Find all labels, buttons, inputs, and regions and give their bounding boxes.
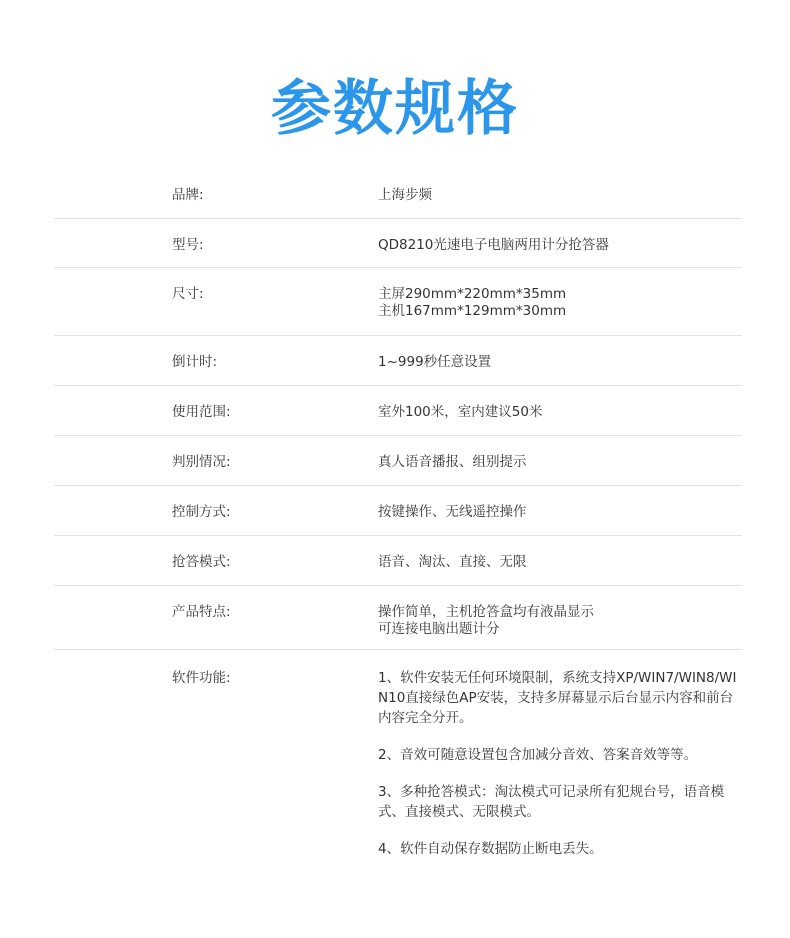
spec-row-features [54, 586, 742, 650]
spec-value-line: 语音、淘汰、直接、无限 [378, 554, 527, 570]
spec-row-model [54, 219, 742, 268]
spec-row-software [54, 650, 742, 880]
spec-label: 使用范围: [172, 404, 231, 420]
page-title: 参数规格 [271, 74, 519, 144]
spec-value-line: 主机167mm*129mm*30mm [378, 303, 567, 319]
software-feature-paragraph: 4、软件自动保存数据防止断电丢失。 [378, 841, 603, 857]
spec-value-line: 1~999秒任意设置 [378, 354, 492, 370]
spec-value [378, 286, 742, 320]
spec-value [378, 504, 742, 521]
spec-value [378, 604, 742, 638]
spec-row-mode [54, 536, 742, 586]
software-feature-paragraph: 1、软件安装无任何环境限制，系统支持XP/WIN7/WIN8/WIN10直接绿色AP安装，支持多屏幕显示后台显示内容和前台内容完全分开。 [378, 670, 737, 726]
spec-value [378, 454, 742, 471]
spec-value [378, 187, 742, 204]
spec-label: 品牌: [172, 187, 204, 203]
spec-label: 产品特点: [172, 604, 231, 620]
spec-value-line: 操作简单，主机抢答盒均有液晶显示 [378, 604, 594, 620]
spec-value [378, 354, 742, 371]
spec-value-line: 主屏290mm*220mm*35mm [378, 286, 567, 302]
spec-value [378, 237, 742, 254]
spec-value-line: 按键操作、无线遥控操作 [378, 504, 527, 520]
spec-value-line: 上海步频 [378, 187, 432, 203]
spec-value-line: 真人语音播报、组别提示 [378, 454, 527, 470]
spec-row-control [54, 486, 742, 536]
spec-label: 倒计时: [172, 354, 218, 370]
software-feature-paragraph: 2、音效可随意设置包含加减分音效、答案音效等等。 [378, 747, 698, 763]
spec-value-line: 室外100米，室内建议50米 [378, 404, 543, 420]
spec-value-line: QD8210光速电子电脑两用计分抢答器 [378, 237, 609, 253]
spec-value-line: 可连接电脑出题计分 [378, 621, 500, 637]
spec-value [378, 404, 742, 421]
spec-value [378, 554, 742, 571]
spec-row-size [54, 268, 742, 336]
spec-value [378, 668, 742, 876]
software-feature-paragraph: 3、多种抢答模式：淘汰模式可记录所有犯规台号，语音模式、直接模式、无限模式。 [378, 784, 725, 820]
spec-table [54, 168, 742, 880]
spec-row-range [54, 386, 742, 436]
spec-label: 控制方式: [172, 504, 231, 520]
spec-label: 判别情况: [172, 454, 231, 470]
spec-row-brand [54, 168, 742, 219]
spec-row-judgement [54, 436, 742, 486]
spec-label: 尺寸: [172, 286, 204, 302]
spec-row-countdown [54, 336, 742, 386]
spec-label: 型号: [172, 237, 204, 253]
spec-label: 抢答模式: [172, 554, 231, 570]
spec-label: 软件功能: [172, 670, 231, 686]
